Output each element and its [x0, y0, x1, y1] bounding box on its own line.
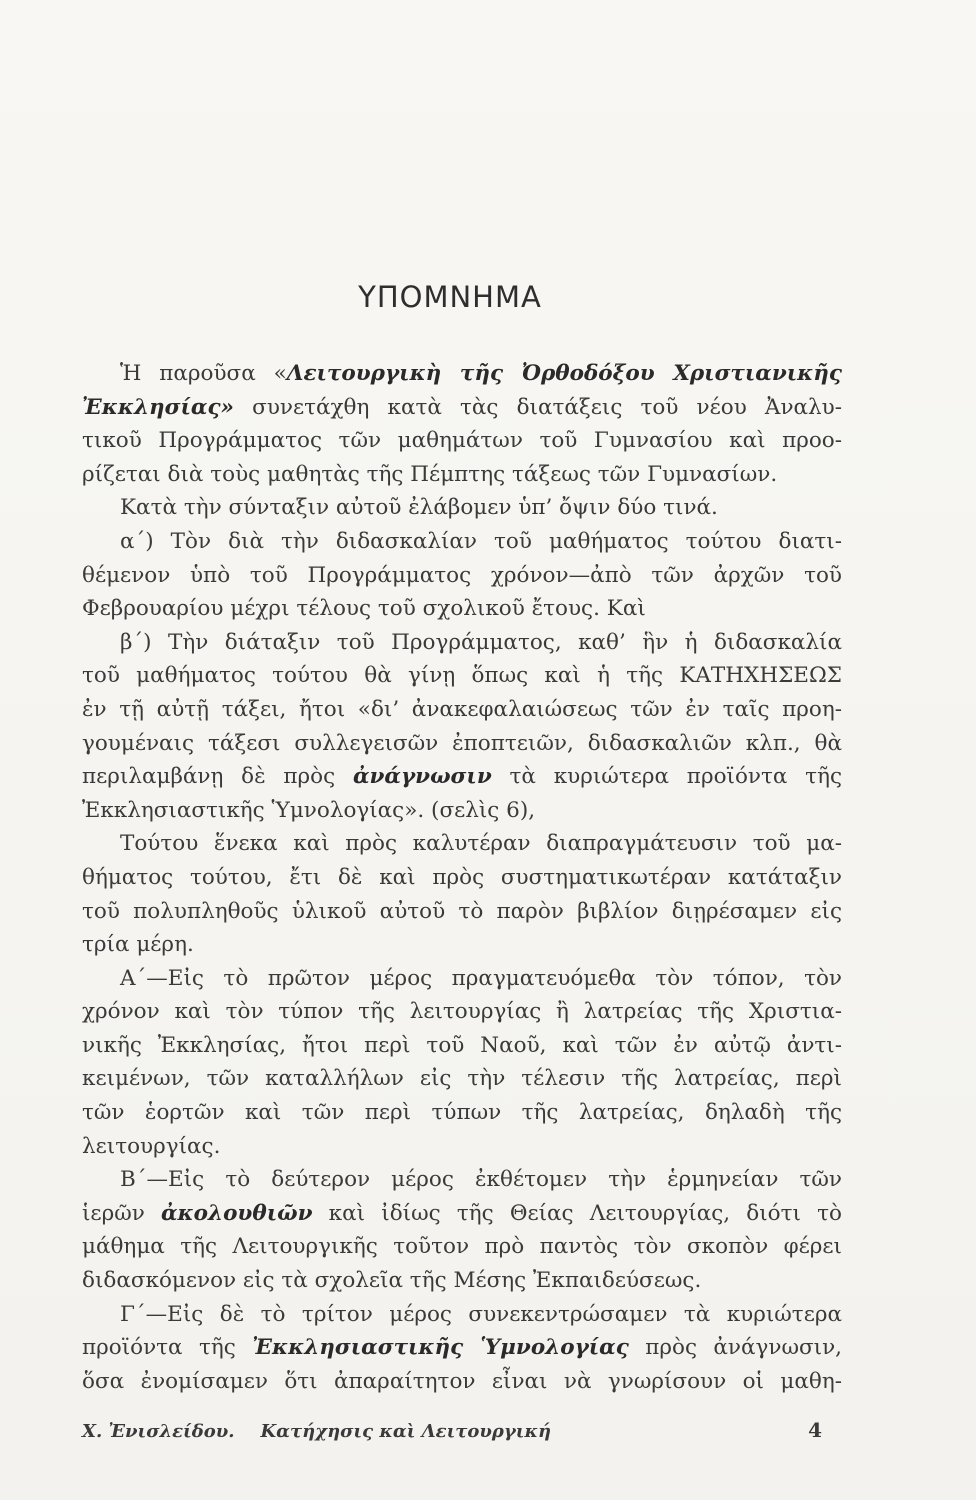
text-run: Β΄—Εἰς τὸ δεύτερον μέρος ἐκθέτομεν τὴν ἑρμηνείαν τῶν: [120, 1167, 842, 1193]
text-run: ἐν τῇ αὐτῇ τάξει, ἤτοι «δι’ ἀνακεφαλαιώσεως τῶν ἐν ταῖς προη-: [82, 696, 842, 722]
text-run: καὶ ἰδίως τῆς Θείας Λειτουργίας, διότι τὸ: [312, 1200, 842, 1226]
text-line: [82, 928, 842, 962]
line-content: [82, 1264, 701, 1298]
line-content: [82, 895, 842, 929]
text-run: ἱερῶν: [82, 1200, 162, 1226]
text-run: Ἐκκλησιαστικῆς Ὑμνολογίας». (σελὶς 6),: [82, 797, 536, 823]
line-content: [82, 391, 842, 425]
line-content: [82, 928, 194, 962]
line-content: [82, 424, 842, 458]
text-run: θέμενον ὑπὸ τοῦ Προγράμματος χρόνον—ἀπὸ τῶν ἀρχῶν τοῦ: [82, 562, 842, 588]
text-run: κειμένων, τῶν καταλλήλων εἰς τὴν τέλεσιν τῆς λατρείας, περὶ: [82, 1066, 842, 1092]
emphasis-text: Λειτουργικὴ τῆς Ὀρθοδόξου Χριστιανικῆς: [286, 361, 842, 386]
text-line: [82, 827, 842, 861]
text-line: [82, 693, 842, 727]
text-run: τοῦ πολυπληθοῦς ὑλικοῦ αὐτοῦ τὸ παρὸν βιβλίον διῃρέσαμεν εἰς: [82, 898, 842, 924]
text-run: περιλαμβάνῃ δὲ πρὸς: [82, 764, 353, 790]
text-line: [82, 1163, 842, 1197]
text-run: Γ΄—Εἰς δὲ τὸ τρίτον μέρος συνεκεντρώσαμεν τὰ κυριώτερα: [120, 1301, 842, 1327]
text-line: [82, 659, 842, 693]
line-content: [120, 1298, 842, 1332]
text-line: [82, 592, 842, 626]
text-run: χρόνον καὶ τὸν τύπον τῆς λειτουργίας ἢ λατρείας τῆς Χριστια-: [82, 999, 842, 1025]
text-line: [82, 626, 842, 660]
line-content: [82, 995, 842, 1029]
line-content: [82, 1096, 842, 1130]
line-content: [82, 861, 842, 895]
line-content: [82, 1062, 842, 1096]
line-content: [120, 357, 842, 391]
text-run: προϊόντα τῆς: [82, 1335, 253, 1361]
text-line: [82, 794, 842, 828]
text-line: [82, 458, 842, 492]
text-run: πρὸς ἀνάγνωσιν,: [628, 1335, 842, 1361]
line-content: [82, 727, 842, 761]
text-run: μάθημα τῆς Λειτουργικῆς τοῦτον πρὸ παντὸς τὸν σκοπὸν φέρει: [82, 1234, 842, 1260]
line-content: [82, 659, 842, 693]
page-footer: [82, 1418, 822, 1442]
text-run: γουμέναις τάξεσι συλλεγεισῶν ἐποπτειῶν, διδασκαλιῶν κλπ., θὰ: [82, 730, 842, 756]
text-line: [82, 1365, 842, 1399]
text-line: [82, 760, 842, 794]
text-run: διδασκόμενον εἰς τὰ σχολεῖα τῆς Μέσης Ἐκπαιδεύσεως.: [82, 1268, 702, 1294]
line-content: [120, 827, 842, 861]
line-content: [82, 760, 842, 794]
footer-author: Χ. Ἐνισλείδου.: [82, 1421, 235, 1442]
line-content: [120, 626, 842, 660]
line-content: [82, 794, 535, 828]
line-content: [82, 1130, 220, 1164]
line-content: [120, 1163, 842, 1197]
text-run: Ἡ παροῦσα «: [120, 361, 287, 386]
line-content: [82, 458, 777, 492]
text-run: λειτουργίας.: [82, 1133, 221, 1159]
text-run: θήματος τούτου, ἔτι δὲ καὶ πρὸς συστηματικωτέραν κατάταξιν: [82, 864, 842, 890]
text-line: [82, 995, 842, 1029]
text-run: τῶν ἑορτῶν καὶ τῶν περὶ τύπων τῆς λατρείας, δηλαδὴ τῆς: [82, 1100, 842, 1126]
line-content: [120, 491, 718, 525]
text-run: Τούτου ἕνεκα καὶ πρὸς καλυτέραν διαπραγμάτευσιν τοῦ μα-: [120, 831, 842, 857]
page-number: 4: [808, 1418, 822, 1442]
text-run: τρία μέρη.: [82, 932, 194, 958]
text-run: ρίζεται διὰ τοὺς μαθητὰς τῆς Πέμπτης τάξεως τῶν Γυμνασίων.: [82, 461, 778, 487]
line-content: [82, 1230, 842, 1264]
emphasis-text: ἀνάγνωσιν: [352, 764, 492, 790]
emphasis-text: Ἐκκλησίας»: [82, 394, 234, 420]
body-text: [82, 357, 842, 1398]
page-title: ΥΠΟΜΝΗΜΑ: [358, 280, 542, 314]
text-line: [82, 861, 842, 895]
emphasis-text: ἀκολουθιῶν: [161, 1200, 313, 1226]
line-content: [82, 592, 646, 626]
text-line: [82, 1331, 842, 1365]
text-line: [82, 1029, 842, 1063]
line-content: [82, 1197, 842, 1231]
text-line: [82, 895, 842, 929]
text-line: [82, 525, 842, 559]
line-content: [120, 962, 842, 996]
text-run: τικοῦ Προγράμματος τῶν μαθημάτων τοῦ Γυμνασίου καὶ προο-: [82, 428, 842, 454]
text-run: Α΄—Εἰς τὸ πρῶτον μέρος πραγματευόμεθα τὸν τόπον, τὸν: [120, 965, 842, 991]
text-line: [82, 727, 842, 761]
text-run: ὅσα ἐνομίσαμεν ὅτι ἀπαραίτητον εἶναι νὰ γνωρίσουν οἱ μαθη-: [82, 1368, 842, 1394]
text-run: Κατὰ τὴν σύνταξιν αὐτοῦ ἐλάβομεν ὑπ’ ὄψιν δύο τινά.: [120, 495, 718, 521]
line-content: [82, 1029, 842, 1063]
text-run: τοῦ μαθήματος τούτου θὰ γίνῃ ὅπως καὶ ἡ τῆς ΚΑΤΗΧΗΣΕΩΣ: [82, 663, 842, 689]
text-line: [82, 357, 842, 391]
text-line: [82, 1130, 842, 1164]
line-content: [120, 525, 842, 559]
text-line: [82, 1197, 842, 1231]
text-line: [82, 1264, 842, 1298]
text-line: [82, 1298, 842, 1332]
text-line: [82, 424, 842, 458]
text-line: [82, 1096, 842, 1130]
line-content: [82, 693, 842, 727]
line-content: [82, 559, 842, 593]
line-content: [82, 1365, 842, 1399]
text-line: [82, 559, 842, 593]
text-line: [82, 491, 842, 525]
text-run: β΄) Τὴν διάταξιν τοῦ Προγράμματος, καθ’ ἣν ἡ διδασκαλία: [120, 629, 842, 655]
text-run: συνετάχθη κατὰ τὰς διατάξεις τοῦ νέου Ἀναλυ-: [234, 394, 842, 420]
text-run: Φεβρουαρίου μέχρι τέλους τοῦ σχολικοῦ ἔτους. Καὶ: [82, 596, 646, 622]
text-line: [82, 391, 842, 425]
footer-book-title: Κατήχησις καὶ Λειτουργική: [260, 1421, 552, 1442]
text-run: α΄) Τὸν διὰ τὴν διδασκαλίαν τοῦ μαθήματος τούτου διατι-: [120, 528, 842, 554]
text-run: νικῆς Ἐκκλησίας, ἤτοι περὶ τοῦ Ναοῦ, καὶ τῶν ἐν αὐτῷ ἀντι-: [82, 1032, 842, 1058]
text-run: τὰ κυριώτερα προϊόντα τῆς: [491, 764, 842, 790]
text-line: [82, 962, 842, 996]
emphasis-text: Ἐκκλησιαστικῆς Ὑμνολογίας: [252, 1335, 629, 1361]
line-content: [82, 1331, 842, 1365]
text-line: [82, 1230, 842, 1264]
text-line: [82, 1062, 842, 1096]
